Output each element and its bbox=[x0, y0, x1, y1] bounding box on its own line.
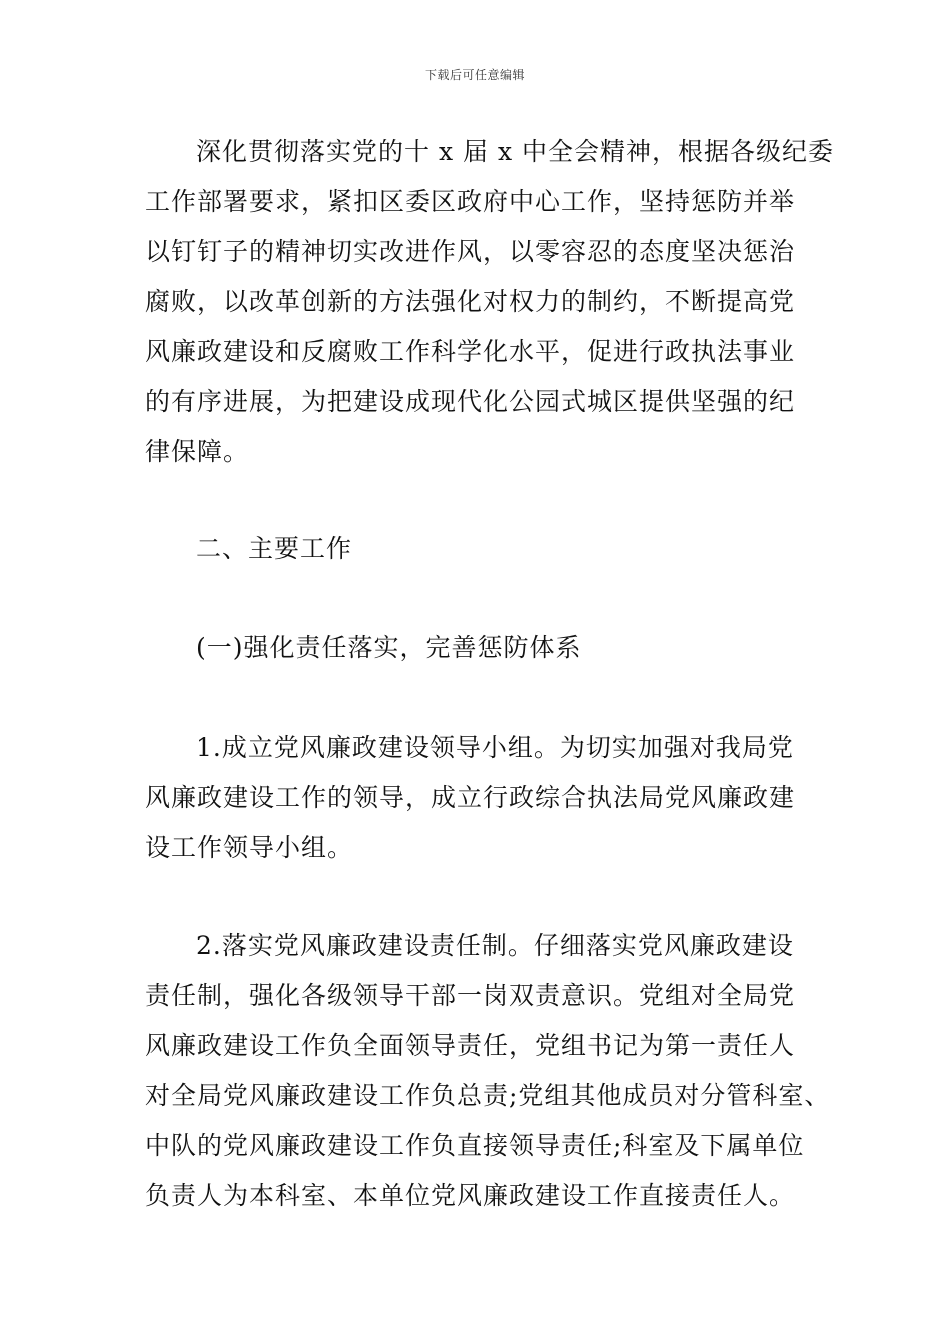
text-line: 设工作领导小组。 bbox=[145, 833, 354, 862]
text-line: 2.落实党风廉政建设责任制。仔细落实党风廉政建设 bbox=[196, 931, 794, 960]
text-line: 的有序进展，为把建设成现代化公园式城区提供坚强的纪 bbox=[145, 387, 796, 416]
text-line: 律保障。 bbox=[145, 437, 250, 466]
text-line: 风廉政建设工作的领导，成立行政综合执法局党风廉政建 bbox=[145, 783, 796, 812]
text-line: 风廉政建设和反腐败工作科学化水平，促进行政执法事业 bbox=[145, 337, 796, 366]
text-line: 中队的党风廉政建设工作负直接领导责任;科室及下属单位 bbox=[145, 1131, 805, 1160]
heading-text: (一)强化责任落实，完善惩防体系 bbox=[196, 633, 582, 662]
page-header-note: 下载后可任意编辑 bbox=[424, 68, 525, 82]
heading-text: 二、主要工作 bbox=[196, 534, 353, 563]
paragraph-item-2 bbox=[145, 921, 835, 1221]
text-line: 以钉钉子的精神切实改进作风，以零容忍的态度坚决惩治 bbox=[145, 237, 796, 266]
text-line: 腐败，以改革创新的方法强化对权力的制约，不断提高党 bbox=[145, 287, 796, 316]
text-line: 深化贯彻落实党的十 x 届 x 中全会精神，根据各级纪委 bbox=[196, 137, 834, 166]
subsection-heading bbox=[145, 623, 835, 673]
paragraph-item-1 bbox=[145, 723, 835, 873]
text-line: 风廉政建设工作负全面领导责任，党组书记为第一责任人 bbox=[145, 1031, 796, 1060]
text-line: 1.成立党风廉政建设领导小组。为切实加强对我局党 bbox=[196, 733, 794, 762]
text-line: 工作部署要求，紧扣区委区政府中心工作，坚持惩防并举 bbox=[145, 187, 796, 216]
text-line: 负责人为本科室、本单位党风廉政建设工作直接责任人。 bbox=[145, 1181, 796, 1210]
text-line: 责任制，强化各级领导干部一岗双责意识。党组对全局党 bbox=[145, 981, 796, 1010]
text-line: 对全局党风廉政建设工作负总责;党组其他成员对分管科室、 bbox=[145, 1081, 831, 1110]
section-heading bbox=[145, 524, 835, 574]
paragraph-intro bbox=[145, 127, 835, 477]
